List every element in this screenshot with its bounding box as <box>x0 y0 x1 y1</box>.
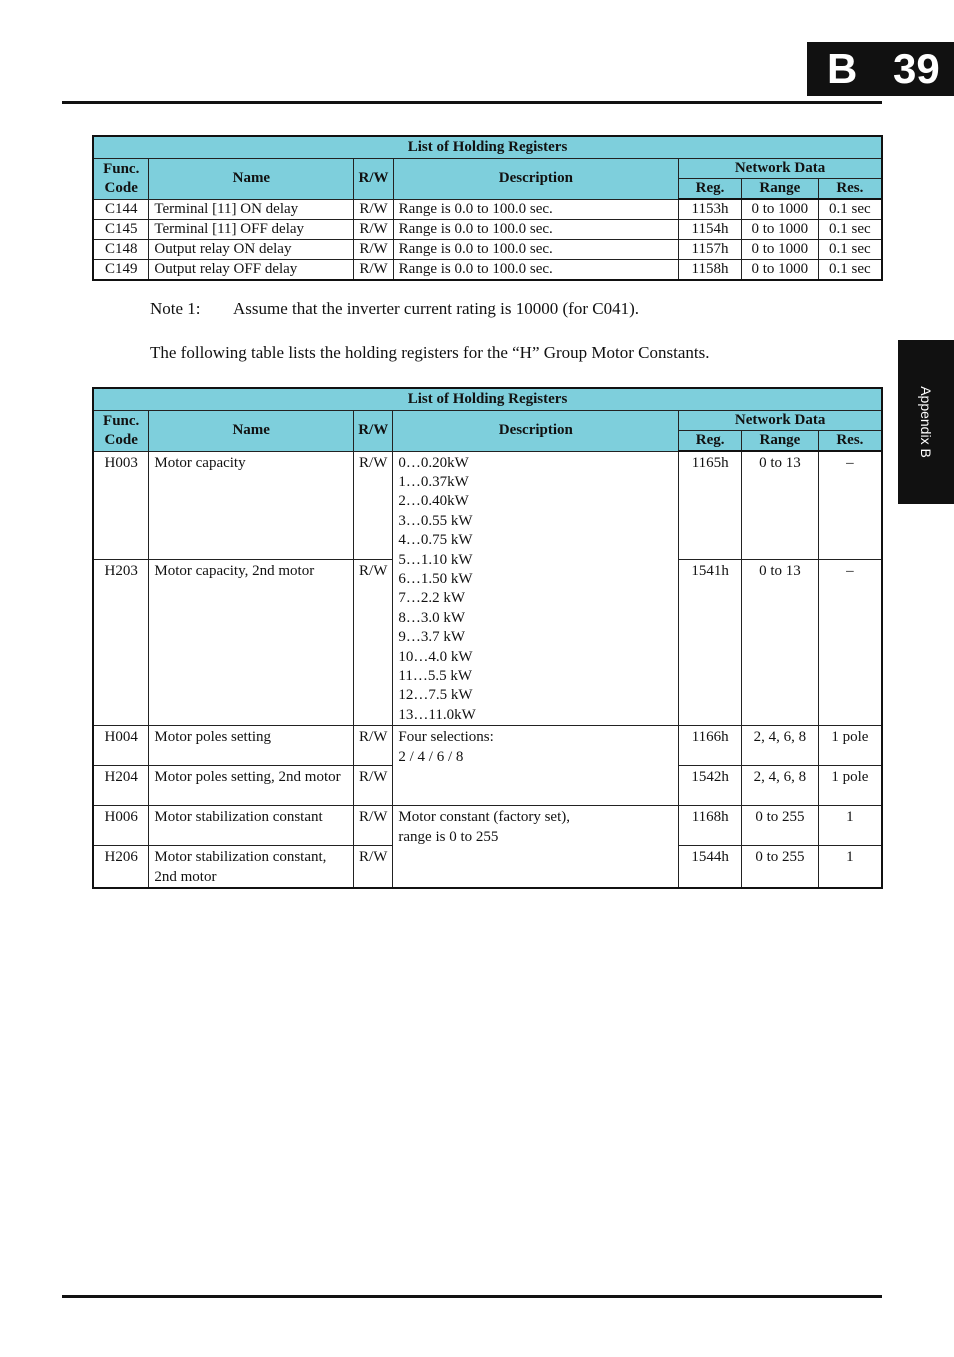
reg-address: 1541h <box>679 559 742 726</box>
description: Range is 0.0 to 100.0 sec. <box>393 199 678 220</box>
range-value: 0 to 255 <box>742 806 819 846</box>
res-value: – <box>818 451 882 559</box>
reg-address: 1154h <box>679 220 742 240</box>
res-value: 0.1 sec <box>818 199 882 220</box>
col-reg: Reg. <box>679 179 742 200</box>
stab-desc-line: Motor constant (factory set), <box>398 809 571 826</box>
param-name: Motor stabilization constant, 2nd motor <box>149 846 354 888</box>
holding-registers-table-c <box>92 135 883 281</box>
table-row <box>93 240 882 260</box>
param-name: Motor capacity <box>149 451 354 559</box>
res-value: – <box>818 559 882 726</box>
param-name: Motor poles setting <box>149 726 354 766</box>
reg-address: 1168h <box>679 806 742 846</box>
param-name: Motor stabilization constant <box>149 806 354 846</box>
intro-paragraph: The following table lists the holding registers for the “H” Group Motor Constants. <box>150 343 710 362</box>
col-res: Res. <box>818 179 882 200</box>
motor-capacity-description <box>393 451 679 726</box>
func-code: H203 <box>93 559 149 726</box>
section-letter: B <box>827 45 858 92</box>
range-value: 2, 4, 6, 8 <box>742 766 819 806</box>
col-reg: Reg. <box>679 431 742 452</box>
table-row <box>93 260 882 281</box>
col-range: Range <box>742 431 819 452</box>
param-name: Terminal [11] ON delay <box>149 199 354 220</box>
capacity-option: 10…4.0 kW <box>398 648 473 665</box>
res-value: 0.1 sec <box>818 220 882 240</box>
range-value: 0 to 1000 <box>741 220 818 240</box>
func-code: C144 <box>93 199 149 220</box>
note-label: Note 1: <box>150 299 201 318</box>
col-description: Description <box>393 411 679 452</box>
poles-desc-line: Four selections: <box>398 729 494 746</box>
description: Range is 0.0 to 100.0 sec. <box>393 240 678 260</box>
table-title: List of Holding Registers <box>93 388 882 411</box>
rw-value: R/W <box>354 806 393 846</box>
capacity-option: 13…11.0kW <box>398 706 476 723</box>
res-value: 0.1 sec <box>818 240 882 260</box>
rw-value: R/W <box>354 220 393 240</box>
capacity-option: 2…0.40kW <box>398 493 469 510</box>
range-value: 0 to 255 <box>742 846 819 888</box>
param-name: Motor poles setting, 2nd motor <box>149 766 354 806</box>
res-value: 1 pole <box>818 726 882 766</box>
param-name: Output relay ON delay <box>149 240 354 260</box>
col-network-data: Network Data <box>679 159 882 179</box>
range-value: 0 to 1000 <box>741 199 818 220</box>
page-number: 39 <box>893 45 940 92</box>
capacity-option: 4…0.75 kW <box>398 532 473 549</box>
capacity-option: 8…3.0 kW <box>398 609 466 626</box>
reg-address: 1542h <box>679 766 742 806</box>
reg-address: 1544h <box>679 846 742 888</box>
param-name: Output relay OFF delay <box>149 260 354 281</box>
footer-rule <box>62 1295 882 1298</box>
reg-address: 1166h <box>679 726 742 766</box>
side-tab-label: Appendix B <box>918 386 934 458</box>
motor-stabilization-description <box>393 806 679 888</box>
col-res: Res. <box>818 431 882 452</box>
reg-address: 1153h <box>679 199 742 220</box>
capacity-option: 12…7.5 kW <box>398 687 473 704</box>
col-func-code: Func. Code <box>93 411 149 452</box>
table-row <box>93 199 882 220</box>
capacity-option: 11…5.5 kW <box>398 667 472 684</box>
note-1 <box>150 298 639 320</box>
rw-value: R/W <box>354 559 393 726</box>
reg-address: 1165h <box>679 451 742 559</box>
rw-value: R/W <box>354 260 393 281</box>
appendix-side-tab <box>898 340 954 504</box>
capacity-option: 3…0.55 kW <box>398 512 473 529</box>
poles-desc-line: 2 / 4 / 6 / 8 <box>398 748 464 765</box>
res-value: 1 <box>818 806 882 846</box>
col-description: Description <box>393 159 678 200</box>
param-name: Motor capacity, 2nd motor <box>149 559 354 726</box>
range-value: 0 to 13 <box>742 451 819 559</box>
col-rw: R/W <box>354 159 393 200</box>
func-code: H206 <box>93 846 149 888</box>
res-value: 0.1 sec <box>818 260 882 281</box>
capacity-option: 9…3.7 kW <box>398 629 466 646</box>
param-name: Terminal [11] OFF delay <box>149 220 354 240</box>
col-name: Name <box>149 411 354 452</box>
capacity-option: 1…0.37kW <box>398 473 469 490</box>
table-row <box>93 806 882 846</box>
capacity-option: 7…2.2 kW <box>398 590 466 607</box>
func-code: H003 <box>93 451 149 559</box>
rw-value: R/W <box>354 451 393 559</box>
func-code: H204 <box>93 766 149 806</box>
col-rw: R/W <box>354 411 393 452</box>
rw-value: R/W <box>354 846 393 888</box>
func-code: H006 <box>93 806 149 846</box>
col-func-code: Func. Code <box>93 159 149 200</box>
capacity-option: 5…1.10 kW <box>398 551 473 568</box>
motor-poles-description <box>393 726 679 806</box>
reg-address: 1157h <box>679 240 742 260</box>
page-section-tab <box>807 42 954 96</box>
rw-value: R/W <box>354 199 393 220</box>
res-value: 1 <box>818 846 882 888</box>
col-range: Range <box>741 179 818 200</box>
func-code: H004 <box>93 726 149 766</box>
description: Range is 0.0 to 100.0 sec. <box>393 260 678 281</box>
col-name: Name <box>149 159 354 200</box>
table-row <box>93 451 882 559</box>
func-code: C145 <box>93 220 149 240</box>
reg-address: 1158h <box>679 260 742 281</box>
res-value: 1 pole <box>818 766 882 806</box>
range-value: 2, 4, 6, 8 <box>742 726 819 766</box>
func-code: C148 <box>93 240 149 260</box>
capacity-option: 6…1.50 kW <box>398 570 473 587</box>
table-row <box>93 220 882 240</box>
rw-value: R/W <box>354 726 393 766</box>
range-value: 0 to 1000 <box>741 260 818 281</box>
header-rule <box>62 101 882 104</box>
stab-desc-line: range is 0 to 255 <box>398 828 499 845</box>
func-code: C149 <box>93 260 149 281</box>
table-row <box>93 726 882 766</box>
rw-value: R/W <box>354 240 393 260</box>
note-text: Assume that the inverter current rating is 10000 (for C041). <box>233 299 640 318</box>
capacity-option: 0…0.20kW <box>398 454 469 471</box>
range-value: 0 to 13 <box>742 559 819 726</box>
rw-value: R/W <box>354 766 393 806</box>
range-value: 0 to 1000 <box>741 240 818 260</box>
table-title: List of Holding Registers <box>93 136 882 159</box>
col-network-data: Network Data <box>679 411 882 431</box>
holding-registers-table-h <box>92 387 883 889</box>
description: Range is 0.0 to 100.0 sec. <box>393 220 678 240</box>
